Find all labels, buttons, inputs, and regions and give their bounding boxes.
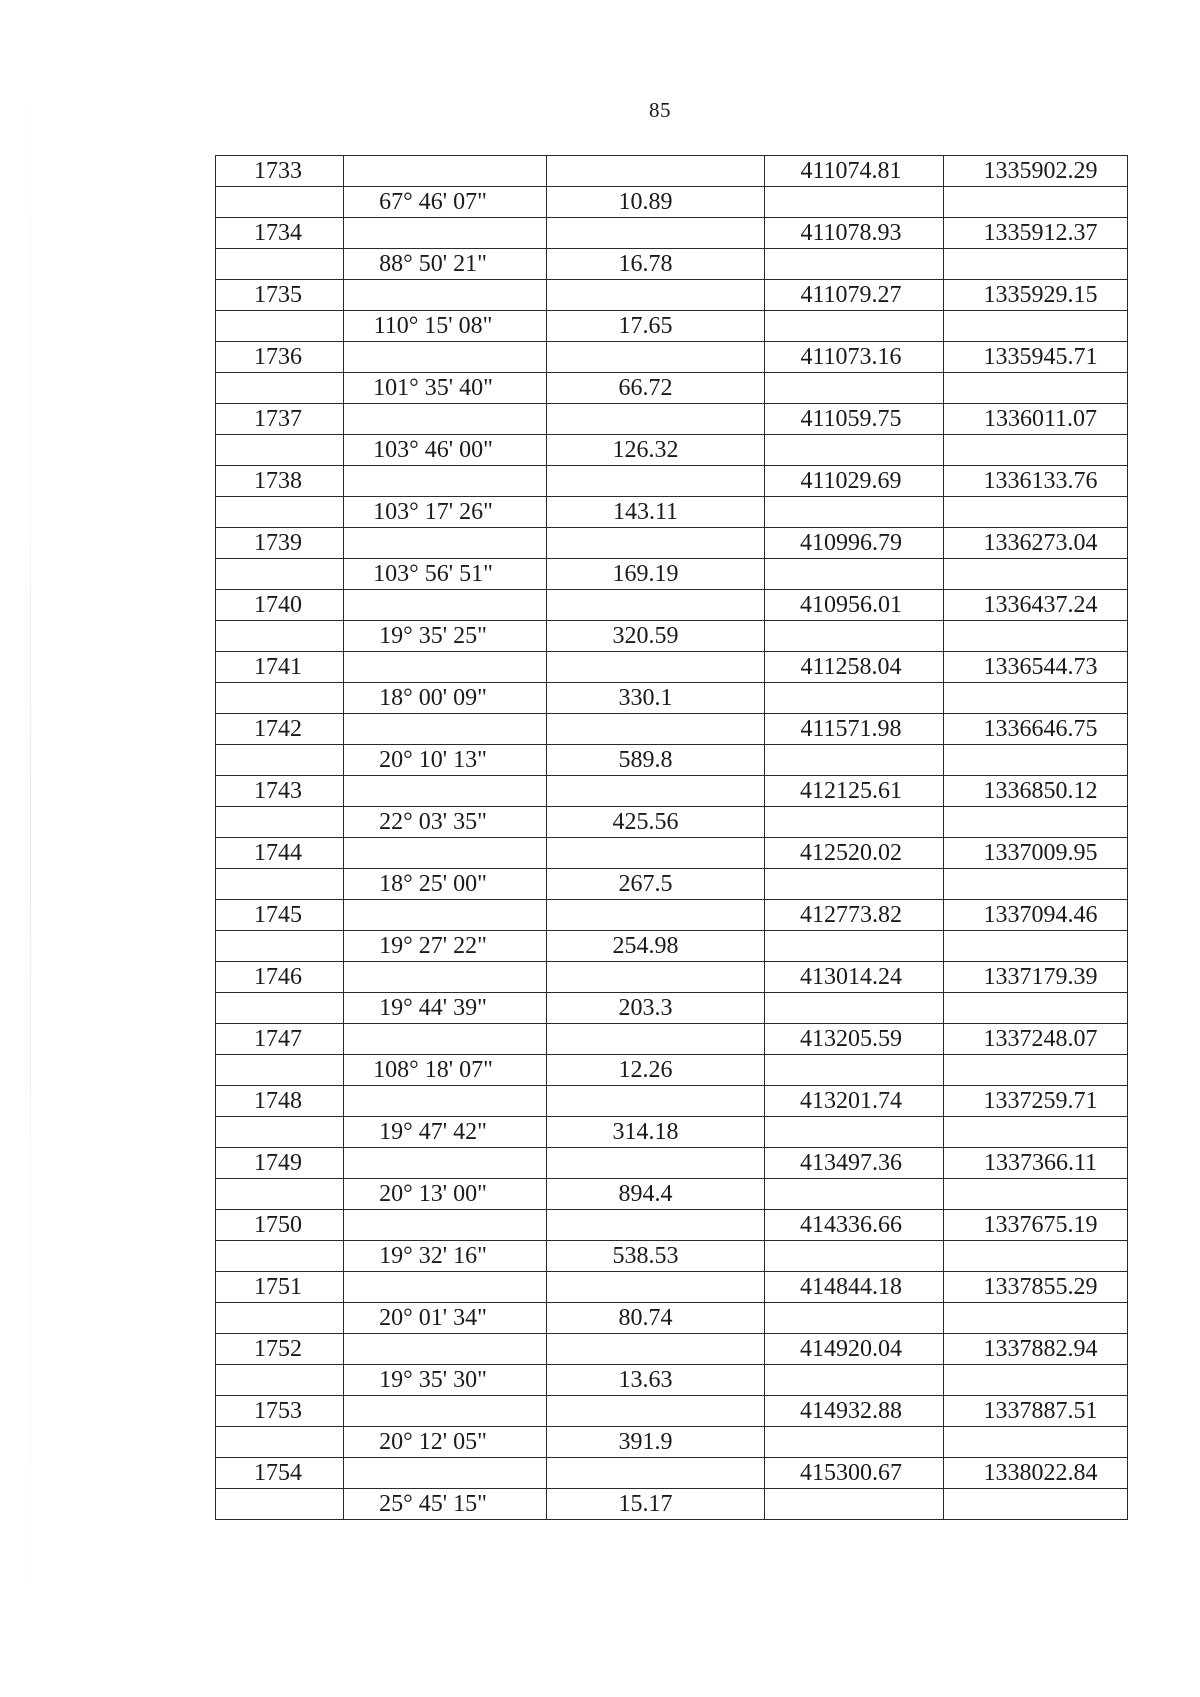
bearing-cell xyxy=(344,528,547,559)
distance-cell xyxy=(547,342,765,373)
northing-cell xyxy=(944,1427,1128,1458)
distance-cell: 17.65 xyxy=(547,311,765,342)
station-cell xyxy=(216,1303,344,1334)
table-row xyxy=(216,714,1128,745)
easting-cell: 411029.69 xyxy=(765,466,944,497)
bearing-cell xyxy=(344,590,547,621)
northing-cell: 1336646.75 xyxy=(944,714,1128,745)
northing-cell xyxy=(944,869,1128,900)
bearing-cell: 19° 35' 30" xyxy=(344,1365,547,1396)
station-cell xyxy=(216,869,344,900)
bearing-cell: 18° 25' 00" xyxy=(344,869,547,900)
bearing-cell: 19° 44' 39" xyxy=(344,993,547,1024)
northing-cell: 1338022.84 xyxy=(944,1458,1128,1489)
station-cell xyxy=(216,559,344,590)
table-row xyxy=(216,1055,1128,1086)
bearing-cell xyxy=(344,342,547,373)
easting-cell: 414336.66 xyxy=(765,1210,944,1241)
station-cell: 1748 xyxy=(216,1086,344,1117)
northing-cell: 1337675.19 xyxy=(944,1210,1128,1241)
table-row xyxy=(216,1334,1128,1365)
distance-cell xyxy=(547,1024,765,1055)
distance-cell: 10.89 xyxy=(547,187,765,218)
scan-edge-shadow xyxy=(30,40,31,1640)
table-row xyxy=(216,528,1128,559)
easting-cell: 411073.16 xyxy=(765,342,944,373)
distance-cell: 320.59 xyxy=(547,621,765,652)
distance-cell: 330.1 xyxy=(547,683,765,714)
table-row xyxy=(216,683,1128,714)
northing-cell xyxy=(944,807,1128,838)
distance-cell: 203.3 xyxy=(547,993,765,1024)
easting-cell xyxy=(765,1179,944,1210)
bearing-cell xyxy=(344,776,547,807)
northing-cell xyxy=(944,187,1128,218)
northing-cell: 1337248.07 xyxy=(944,1024,1128,1055)
table-row xyxy=(216,1272,1128,1303)
easting-cell xyxy=(765,807,944,838)
northing-cell: 1337882.94 xyxy=(944,1334,1128,1365)
distance-cell xyxy=(547,404,765,435)
station-cell: 1746 xyxy=(216,962,344,993)
table-row xyxy=(216,745,1128,776)
bearing-cell: 20° 01' 34" xyxy=(344,1303,547,1334)
easting-cell xyxy=(765,1055,944,1086)
bearing-cell xyxy=(344,404,547,435)
northing-cell: 1337259.71 xyxy=(944,1086,1128,1117)
station-cell: 1740 xyxy=(216,590,344,621)
table-row xyxy=(216,156,1128,187)
easting-cell xyxy=(765,1489,944,1520)
easting-cell xyxy=(765,1365,944,1396)
easting-cell: 413201.74 xyxy=(765,1086,944,1117)
easting-cell xyxy=(765,993,944,1024)
station-cell xyxy=(216,1427,344,1458)
northing-cell xyxy=(944,1365,1128,1396)
bearing-cell xyxy=(344,838,547,869)
station-cell: 1745 xyxy=(216,900,344,931)
table-row xyxy=(216,1086,1128,1117)
northing-cell xyxy=(944,1241,1128,1272)
easting-cell: 411571.98 xyxy=(765,714,944,745)
easting-cell xyxy=(765,187,944,218)
table-row xyxy=(216,218,1128,249)
northing-cell xyxy=(944,1179,1128,1210)
distance-cell: 391.9 xyxy=(547,1427,765,1458)
northing-cell: 1336437.24 xyxy=(944,590,1128,621)
distance-cell xyxy=(547,218,765,249)
station-cell: 1743 xyxy=(216,776,344,807)
bearing-cell xyxy=(344,1272,547,1303)
easting-cell xyxy=(765,745,944,776)
station-cell: 1752 xyxy=(216,1334,344,1365)
page-number: 85 xyxy=(649,98,671,122)
station-cell xyxy=(216,249,344,280)
northing-cell: 1337855.29 xyxy=(944,1272,1128,1303)
bearing-cell xyxy=(344,466,547,497)
survey-coordinates-table xyxy=(215,155,1128,1520)
easting-cell: 411059.75 xyxy=(765,404,944,435)
distance-cell: 143.11 xyxy=(547,497,765,528)
distance-cell: 254.98 xyxy=(547,931,765,962)
bearing-cell: 67° 46' 07" xyxy=(344,187,547,218)
station-cell: 1753 xyxy=(216,1396,344,1427)
table-row xyxy=(216,1210,1128,1241)
northing-cell: 1337009.95 xyxy=(944,838,1128,869)
table-row xyxy=(216,311,1128,342)
station-cell xyxy=(216,435,344,466)
northing-cell xyxy=(944,435,1128,466)
distance-cell xyxy=(547,838,765,869)
table-row xyxy=(216,1024,1128,1055)
table-row xyxy=(216,962,1128,993)
bearing-cell xyxy=(344,1148,547,1179)
table-row xyxy=(216,1489,1128,1520)
northing-cell: 1337887.51 xyxy=(944,1396,1128,1427)
table-row xyxy=(216,652,1128,683)
distance-cell xyxy=(547,900,765,931)
station-cell xyxy=(216,1055,344,1086)
northing-cell: 1337094.46 xyxy=(944,900,1128,931)
northing-cell xyxy=(944,497,1128,528)
distance-cell xyxy=(547,280,765,311)
distance-cell xyxy=(547,652,765,683)
northing-cell: 1335902.29 xyxy=(944,156,1128,187)
bearing-cell: 19° 27' 22" xyxy=(344,931,547,962)
station-cell: 1737 xyxy=(216,404,344,435)
distance-cell: 894.4 xyxy=(547,1179,765,1210)
northing-cell: 1336133.76 xyxy=(944,466,1128,497)
station-cell: 1747 xyxy=(216,1024,344,1055)
table-row xyxy=(216,1303,1128,1334)
station-cell: 1738 xyxy=(216,466,344,497)
easting-cell xyxy=(765,683,944,714)
bearing-cell: 108° 18' 07" xyxy=(344,1055,547,1086)
station-cell xyxy=(216,1179,344,1210)
table-row xyxy=(216,1365,1128,1396)
distance-cell: 314.18 xyxy=(547,1117,765,1148)
bearing-cell xyxy=(344,1210,547,1241)
distance-cell xyxy=(547,1272,765,1303)
bearing-cell xyxy=(344,652,547,683)
distance-cell: 80.74 xyxy=(547,1303,765,1334)
bearing-cell: 19° 32' 16" xyxy=(344,1241,547,1272)
easting-cell xyxy=(765,497,944,528)
bearing-cell xyxy=(344,900,547,931)
bearing-cell xyxy=(344,1086,547,1117)
distance-cell xyxy=(547,714,765,745)
easting-cell xyxy=(765,1427,944,1458)
table-row xyxy=(216,497,1128,528)
easting-cell: 413497.36 xyxy=(765,1148,944,1179)
station-cell xyxy=(216,745,344,776)
northing-cell: 1336011.07 xyxy=(944,404,1128,435)
distance-cell xyxy=(547,1396,765,1427)
station-cell xyxy=(216,187,344,218)
northing-cell: 1337179.39 xyxy=(944,962,1128,993)
distance-cell xyxy=(547,962,765,993)
easting-cell xyxy=(765,1241,944,1272)
bearing-cell: 20° 13' 00" xyxy=(344,1179,547,1210)
station-cell: 1736 xyxy=(216,342,344,373)
table-row xyxy=(216,900,1128,931)
table-row xyxy=(216,1148,1128,1179)
station-cell: 1735 xyxy=(216,280,344,311)
distance-cell xyxy=(547,776,765,807)
table-row xyxy=(216,373,1128,404)
easting-cell: 414844.18 xyxy=(765,1272,944,1303)
bearing-cell xyxy=(344,1024,547,1055)
table-row xyxy=(216,187,1128,218)
northing-cell xyxy=(944,683,1128,714)
distance-cell xyxy=(547,1148,765,1179)
northing-cell xyxy=(944,249,1128,280)
distance-cell xyxy=(547,156,765,187)
bearing-cell xyxy=(344,1396,547,1427)
bearing-cell xyxy=(344,280,547,311)
station-cell: 1741 xyxy=(216,652,344,683)
bearing-cell xyxy=(344,218,547,249)
table-row xyxy=(216,807,1128,838)
bearing-cell: 88° 50' 21" xyxy=(344,249,547,280)
table-body xyxy=(216,156,1128,1520)
easting-cell: 415300.67 xyxy=(765,1458,944,1489)
table-row xyxy=(216,1427,1128,1458)
station-cell: 1749 xyxy=(216,1148,344,1179)
table-row xyxy=(216,249,1128,280)
bearing-cell: 103° 56' 51" xyxy=(344,559,547,590)
station-cell xyxy=(216,683,344,714)
distance-cell xyxy=(547,1458,765,1489)
distance-cell: 16.78 xyxy=(547,249,765,280)
table-row xyxy=(216,1458,1128,1489)
table-row xyxy=(216,1117,1128,1148)
station-cell xyxy=(216,1117,344,1148)
northing-cell xyxy=(944,993,1128,1024)
distance-cell: 126.32 xyxy=(547,435,765,466)
northing-cell: 1335912.37 xyxy=(944,218,1128,249)
table-row xyxy=(216,404,1128,435)
northing-cell xyxy=(944,1303,1128,1334)
bearing-cell xyxy=(344,1334,547,1365)
bearing-cell: 18° 00' 09" xyxy=(344,683,547,714)
easting-cell: 412125.61 xyxy=(765,776,944,807)
easting-cell: 411079.27 xyxy=(765,280,944,311)
distance-cell xyxy=(547,1210,765,1241)
station-cell: 1751 xyxy=(216,1272,344,1303)
easting-cell xyxy=(765,931,944,962)
bearing-cell xyxy=(344,156,547,187)
northing-cell: 1336273.04 xyxy=(944,528,1128,559)
northing-cell xyxy=(944,621,1128,652)
distance-cell: 425.56 xyxy=(547,807,765,838)
station-cell xyxy=(216,807,344,838)
distance-cell xyxy=(547,590,765,621)
station-cell: 1744 xyxy=(216,838,344,869)
northing-cell xyxy=(944,559,1128,590)
station-cell xyxy=(216,1241,344,1272)
station-cell xyxy=(216,497,344,528)
distance-cell: 589.8 xyxy=(547,745,765,776)
table-row xyxy=(216,869,1128,900)
table-row xyxy=(216,621,1128,652)
easting-cell: 413014.24 xyxy=(765,962,944,993)
easting-cell xyxy=(765,1303,944,1334)
station-cell: 1750 xyxy=(216,1210,344,1241)
station-cell xyxy=(216,311,344,342)
easting-cell: 410956.01 xyxy=(765,590,944,621)
northing-cell xyxy=(944,931,1128,962)
distance-cell: 13.63 xyxy=(547,1365,765,1396)
station-cell xyxy=(216,621,344,652)
northing-cell xyxy=(944,373,1128,404)
easting-cell: 411258.04 xyxy=(765,652,944,683)
easting-cell: 411074.81 xyxy=(765,156,944,187)
distance-cell xyxy=(547,1086,765,1117)
station-cell: 1754 xyxy=(216,1458,344,1489)
northing-cell xyxy=(944,1055,1128,1086)
table-row xyxy=(216,1179,1128,1210)
northing-cell xyxy=(944,1117,1128,1148)
bearing-cell: 101° 35' 40" xyxy=(344,373,547,404)
bearing-cell xyxy=(344,962,547,993)
station-cell xyxy=(216,1365,344,1396)
table-row xyxy=(216,931,1128,962)
distance-cell: 169.19 xyxy=(547,559,765,590)
distance-cell xyxy=(547,528,765,559)
distance-cell: 267.5 xyxy=(547,869,765,900)
bearing-cell: 103° 46' 00" xyxy=(344,435,547,466)
bearing-cell xyxy=(344,1458,547,1489)
easting-cell xyxy=(765,311,944,342)
bearing-cell: 19° 47' 42" xyxy=(344,1117,547,1148)
station-cell xyxy=(216,373,344,404)
easting-cell xyxy=(765,621,944,652)
easting-cell xyxy=(765,249,944,280)
table-row xyxy=(216,1396,1128,1427)
table-row xyxy=(216,1241,1128,1272)
easting-cell xyxy=(765,559,944,590)
easting-cell: 413205.59 xyxy=(765,1024,944,1055)
bearing-cell: 110° 15' 08" xyxy=(344,311,547,342)
northing-cell: 1337366.11 xyxy=(944,1148,1128,1179)
station-cell: 1739 xyxy=(216,528,344,559)
distance-cell: 12.26 xyxy=(547,1055,765,1086)
northing-cell: 1335945.71 xyxy=(944,342,1128,373)
northing-cell xyxy=(944,1489,1128,1520)
easting-cell: 412520.02 xyxy=(765,838,944,869)
table-row xyxy=(216,466,1128,497)
bearing-cell: 103° 17' 26" xyxy=(344,497,547,528)
easting-cell: 414920.04 xyxy=(765,1334,944,1365)
table-row xyxy=(216,993,1128,1024)
easting-cell xyxy=(765,373,944,404)
northing-cell xyxy=(944,311,1128,342)
bearing-cell xyxy=(344,714,547,745)
easting-cell xyxy=(765,869,944,900)
easting-cell: 414932.88 xyxy=(765,1396,944,1427)
easting-cell xyxy=(765,435,944,466)
table-row xyxy=(216,776,1128,807)
easting-cell: 412773.82 xyxy=(765,900,944,931)
station-cell: 1733 xyxy=(216,156,344,187)
station-cell: 1734 xyxy=(216,218,344,249)
northing-cell xyxy=(944,745,1128,776)
bearing-cell: 19° 35' 25" xyxy=(344,621,547,652)
table-row xyxy=(216,435,1128,466)
bearing-cell: 25° 45' 15" xyxy=(344,1489,547,1520)
station-cell: 1742 xyxy=(216,714,344,745)
easting-cell: 411078.93 xyxy=(765,218,944,249)
bearing-cell: 20° 10' 13" xyxy=(344,745,547,776)
station-cell xyxy=(216,931,344,962)
northing-cell: 1336544.73 xyxy=(944,652,1128,683)
bearing-cell: 20° 12' 05" xyxy=(344,1427,547,1458)
table-row xyxy=(216,280,1128,311)
distance-cell xyxy=(547,466,765,497)
station-cell xyxy=(216,993,344,1024)
northing-cell: 1335929.15 xyxy=(944,280,1128,311)
distance-cell: 66.72 xyxy=(547,373,765,404)
table-row xyxy=(216,838,1128,869)
distance-cell xyxy=(547,1334,765,1365)
table-row xyxy=(216,590,1128,621)
northing-cell: 1336850.12 xyxy=(944,776,1128,807)
easting-cell xyxy=(765,1117,944,1148)
distance-cell: 15.17 xyxy=(547,1489,765,1520)
distance-cell: 538.53 xyxy=(547,1241,765,1272)
easting-cell: 410996.79 xyxy=(765,528,944,559)
table-row xyxy=(216,342,1128,373)
table-row xyxy=(216,559,1128,590)
bearing-cell: 22° 03' 35" xyxy=(344,807,547,838)
station-cell xyxy=(216,1489,344,1520)
